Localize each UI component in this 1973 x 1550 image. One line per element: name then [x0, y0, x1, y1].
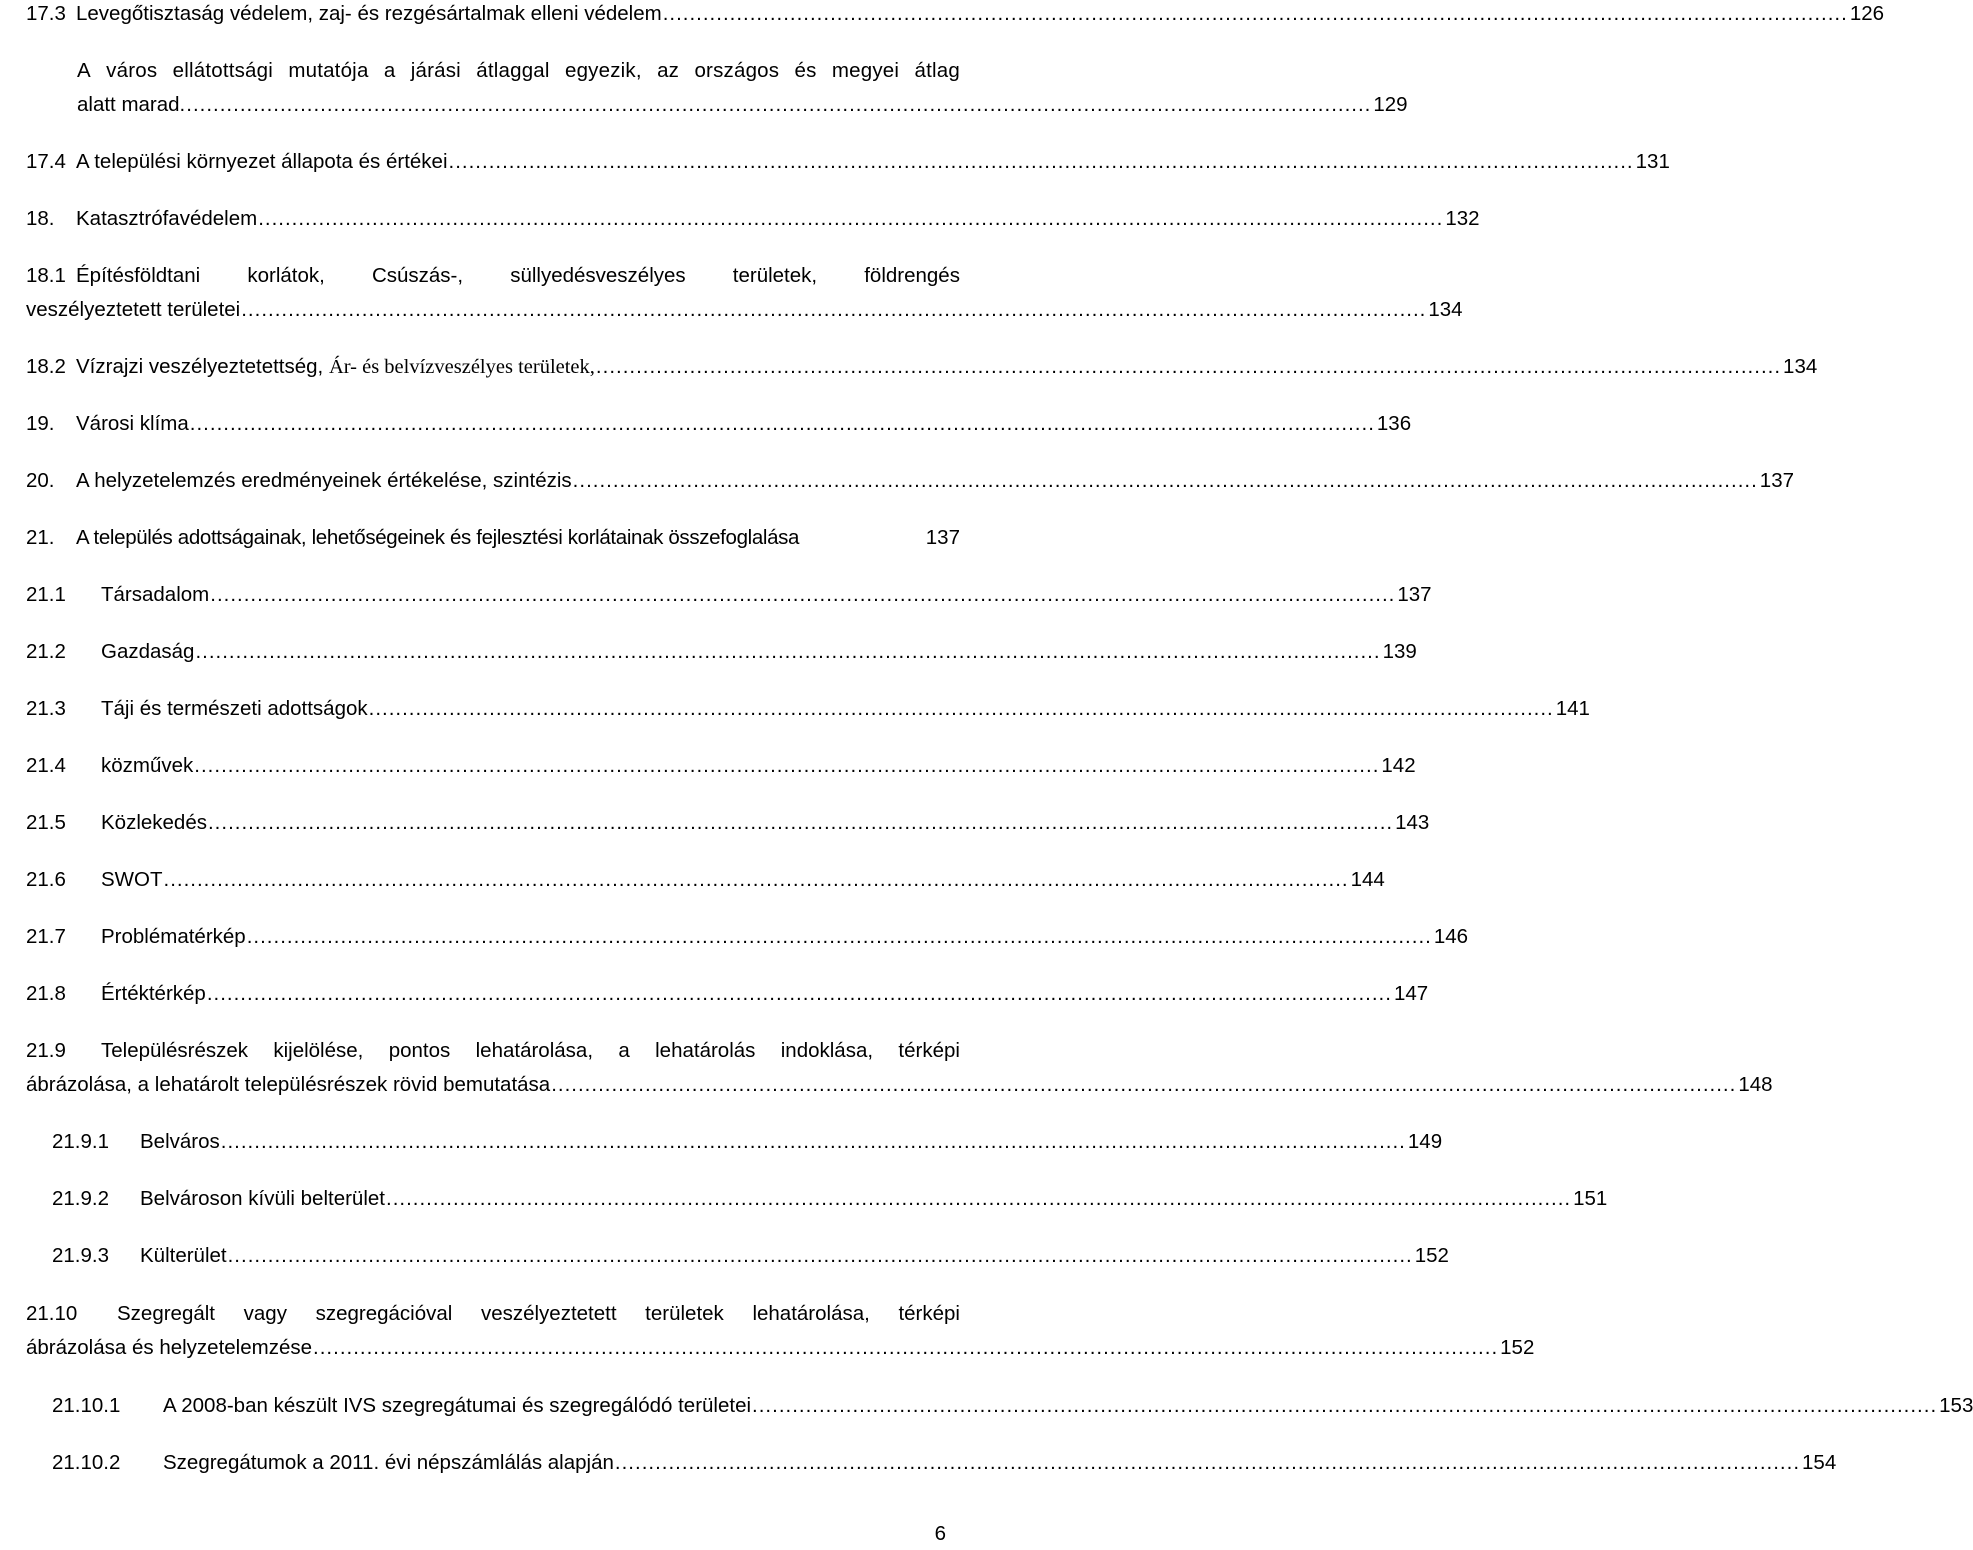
toc-title: Problématérkép [101, 925, 246, 948]
toc-page: 137 [1397, 583, 1432, 606]
toc-page: 129 [1373, 93, 1408, 116]
toc-title: ábrázolása és helyzetelemzése [26, 1336, 313, 1359]
toc-number: 21.9.3 [52, 1244, 109, 1267]
toc-title-word: pontos [388, 1039, 451, 1062]
toc-leader-dots: ................................................................................................................................................................................. [194, 754, 1380, 777]
toc-entry-21-8[interactable] [26, 982, 1429, 1006]
toc-title: Közlekedés [101, 811, 207, 834]
toc-entry-21-10-1[interactable] [52, 1394, 1973, 1418]
toc-leader-dots: ................................................................................................................................................................................. [614, 1451, 1801, 1474]
toc-entry-21-3[interactable] [26, 697, 1590, 721]
toc-title-word: Szegregált [117, 1302, 216, 1325]
toc-title: Városi klíma [76, 412, 189, 435]
toc-title-word: Csúszás-, [371, 264, 464, 287]
toc-page: 141 [1555, 697, 1590, 720]
toc-entry-vaos-line1[interactable] [77, 59, 960, 83]
toc-leader-dots: ................................................................................................................................................................................. [241, 298, 1427, 321]
toc-leader-dots: ................................................................................................................................................................................. [448, 150, 1634, 173]
toc-entry-19[interactable] [26, 412, 1412, 436]
toc-entry-21[interactable] [26, 526, 960, 550]
toc-number: 21.5 [26, 811, 66, 834]
toc-leader-dots: ................................................................................................................................................................................. [186, 93, 1372, 116]
toc-title-word: a [383, 59, 396, 82]
toc-entry-18[interactable] [26, 207, 1480, 231]
toc-title: ábrázolása, a lehatárolt településrészek rövid bemutatása [26, 1073, 551, 1096]
toc-title-word: területek [645, 1302, 724, 1325]
toc-leader-dots: ................................................................................................................................................................................. [163, 868, 1349, 891]
toc-page: 152 [1414, 1244, 1449, 1267]
toc-number: 21.2 [26, 640, 66, 663]
toc-entry-21-10-2[interactable] [52, 1451, 1837, 1475]
toc-title [117, 1302, 960, 1326]
toc-leader-dots: ................................................................................................................................................................................. [313, 1336, 1499, 1359]
toc-entry-21-7[interactable] [26, 925, 1469, 949]
toc-title [76, 264, 960, 288]
toc-leader-dots: ................................................................................................................................................................................. [572, 469, 1758, 492]
toc-leader-dots: ................................................................................................................................................................................. [220, 1130, 1406, 1153]
toc-entry-21-9-1[interactable] [52, 1130, 1443, 1154]
toc-entry-17-3[interactable] [26, 2, 1885, 26]
toc-leader-dots: ................................................................................................................................................................................. [258, 207, 1444, 230]
toc-title-word: átlaggal [476, 59, 550, 82]
toc-title: A település adottságainak, lehetőségeinek és fejlesztési korlátainak összefoglalása [76, 526, 800, 549]
toc-page: 147 [1393, 982, 1429, 1005]
toc-title-word: kijelölése, [273, 1039, 364, 1062]
toc-title [76, 355, 595, 379]
toc-title-part-serif: Ár- és belvízveszélyes területek, [328, 356, 595, 378]
toc-number: 18.1 [26, 264, 66, 287]
toc-page: 136 [1376, 412, 1412, 435]
toc-entry-17-4[interactable] [26, 150, 1670, 174]
toc-title-word: országos [694, 59, 780, 82]
toc-leader-dots: ................................................................................................................................................................................. [206, 982, 1392, 1005]
toc-page: 151 [1573, 1187, 1608, 1210]
toc-leader-dots: ................................................................................................................................................................................. [227, 1244, 1413, 1267]
toc-page: 137 [1759, 469, 1795, 492]
toc-title: Gazdaság [101, 640, 195, 663]
toc-title: veszélyeztetett területei [26, 298, 241, 321]
toc-title: Belvároson kívüli belterület [140, 1187, 385, 1210]
toc-title-word: korlátok, [247, 264, 325, 287]
toc-entry-21-10-line1[interactable] [26, 1302, 960, 1326]
toc-entry-21-9-3[interactable] [52, 1244, 1449, 1268]
toc-entry-18-2[interactable] [26, 355, 1818, 379]
toc-title: A 2008-ban készült IVS szegregátumai és szegregálódó területei [163, 1394, 752, 1417]
toc-leader-dots: ................................................................................................................................................................................. [752, 1394, 1938, 1417]
toc-title: A helyzetelemzés eredményeinek értékelése, szintézis [76, 469, 572, 492]
toc-leader-dots: ................................................................................................................................................................................. [368, 697, 1554, 720]
toc-number: 21.3 [26, 697, 66, 720]
toc-title-word: süllyedésveszélyes [510, 264, 686, 287]
toc-page: 134 [1428, 298, 1463, 321]
toc-entry-21-10-line2[interactable] [26, 1336, 1535, 1360]
toc-leader-dots: ................................................................................................................................................................................. [189, 412, 1375, 435]
toc-title-word: Településrészek [101, 1039, 248, 1062]
toc-entry-21-9-2[interactable] [52, 1187, 1608, 1211]
toc-page: 152 [1500, 1336, 1535, 1359]
toc-leader-dots: ................................................................................................................................................................................. [662, 2, 1848, 25]
toc-number: 21.10.1 [52, 1394, 121, 1417]
toc-title-word: város [106, 59, 158, 82]
toc-title-word: szegregációval [315, 1302, 453, 1325]
toc-title-word: térképi [898, 1302, 960, 1325]
toc-number: 21.8 [26, 982, 66, 1005]
toc-title-word: területek, [732, 264, 818, 287]
toc-leader-dots: ................................................................................................................................................................................. [207, 811, 1394, 834]
toc-number: 19. [26, 412, 55, 435]
toc-title: közművek [101, 754, 194, 777]
toc-title: SWOT [101, 868, 163, 891]
toc-page: 154 [1802, 1451, 1837, 1474]
toc-leader-dots: ................................................................................................................................................................................. [210, 583, 1396, 606]
toc-title: Szegregátumok a 2011. évi népszámlálás alapján [163, 1451, 614, 1474]
toc-title: Táji és természeti adottságok [101, 697, 368, 720]
toc-number: 21.9 [26, 1039, 66, 1062]
toc-title-word: földrengés [864, 264, 960, 287]
toc-title [77, 59, 960, 83]
toc-number: 17.4 [26, 150, 66, 173]
toc-entry-21-5[interactable] [26, 811, 1430, 835]
toc-title-word: veszélyeztetett [480, 1302, 617, 1325]
toc-entry-21-4[interactable] [26, 754, 1416, 778]
toc-title-word: A [77, 59, 91, 82]
toc-title-part: Vízrajzi veszélyeztetettség, [76, 355, 329, 378]
toc-title: Külterület [140, 1244, 227, 1267]
toc-number: 21. [26, 526, 55, 549]
toc-title-word: egyezik, [564, 59, 642, 82]
toc-leader-dots: ................................................................................................................................................................................. [386, 1187, 1572, 1210]
toc-title: Értéktérkép [101, 982, 206, 1005]
toc-title-word: és [794, 59, 817, 82]
toc-leader-dots: ................................................................................................................................................................................. [195, 640, 1381, 663]
toc-entry-21-6[interactable] [26, 868, 1385, 892]
toc-title: Katasztrófavédelem [76, 207, 258, 230]
toc-page: 146 [1433, 925, 1469, 948]
toc-page: 126 [1849, 2, 1885, 25]
toc-number: 21.1 [26, 583, 66, 606]
toc-page: 148 [1738, 1073, 1773, 1096]
toc-title: Levegőtisztaság védelem, zaj- és rezgésártalmak elleni védelem [76, 2, 662, 25]
toc-entry-vaos-line2[interactable] [77, 93, 1408, 117]
toc-page: 149 [1407, 1130, 1443, 1153]
toc-title-word: mutatója [288, 59, 369, 82]
toc-title: Társadalom [101, 583, 210, 606]
toc-page: 144 [1350, 868, 1385, 891]
toc-page: 139 [1382, 640, 1417, 663]
toc-title-word: térképi [898, 1039, 960, 1062]
toc-title-word: vagy [243, 1302, 287, 1325]
toc-page: 142 [1381, 754, 1416, 777]
toc-title-word: a [618, 1039, 630, 1062]
toc-number: 21.6 [26, 868, 66, 891]
toc-entry-18-1-line1[interactable] [26, 264, 960, 288]
toc-page: 153 [1939, 1394, 1973, 1417]
toc-title-word: az [657, 59, 680, 82]
toc-entry-20[interactable] [26, 469, 1795, 493]
toc-title: alatt marad. [77, 93, 186, 116]
toc-leader-dots: ................................................................................................................................................................................. [246, 925, 1432, 948]
toc-number: 21.9.1 [52, 1130, 109, 1153]
toc-number: 21.10.2 [52, 1451, 121, 1474]
toc-leader-dots: ................................................................................................................................................................................. [551, 1073, 1737, 1096]
toc-number: 20. [26, 469, 55, 492]
toc-title-word: lehatárolása, [752, 1302, 870, 1325]
toc-title-word: megyei [831, 59, 900, 82]
toc-entry-18-1-line2[interactable] [26, 298, 1463, 322]
toc-number: 21.10 [26, 1302, 78, 1325]
toc-number: 18. [26, 207, 55, 230]
toc-entry-21-9-line2[interactable] [26, 1073, 1773, 1097]
page-number: 6 [934, 1522, 946, 1545]
toc-page: 137 [925, 526, 960, 549]
toc-number: 21.9.2 [52, 1187, 109, 1210]
toc-title-word: indoklása, [780, 1039, 874, 1062]
toc-number: 17.3 [26, 2, 66, 25]
toc-title: Belváros [140, 1130, 220, 1153]
toc-entry-21-1[interactable] [26, 583, 1432, 607]
toc-title-word: lehatárolás [655, 1039, 756, 1062]
toc-title: A települési környezet állapota és értékei [76, 150, 448, 173]
toc-leader-dots: ................................................................................................................................................................................. [595, 355, 1782, 378]
toc-page: 131 [1635, 150, 1670, 173]
toc-title [101, 1039, 960, 1063]
toc-number: 21.4 [26, 754, 66, 777]
toc-title-word: járási [410, 59, 461, 82]
toc-page: 134 [1783, 355, 1818, 378]
toc-title-word: Építésföldtani [76, 264, 201, 287]
toc-page: 132 [1445, 207, 1480, 230]
toc-number: 21.7 [26, 925, 66, 948]
toc-title-word: átlag [914, 59, 960, 82]
toc-title-word: lehatárolása, [475, 1039, 594, 1062]
toc-title-word: ellátottsági [172, 59, 274, 82]
toc-number: 18.2 [26, 355, 66, 378]
toc-entry-21-2[interactable] [26, 640, 1417, 664]
toc-page: 143 [1395, 811, 1430, 834]
toc-entry-21-9-line1[interactable] [26, 1039, 960, 1063]
